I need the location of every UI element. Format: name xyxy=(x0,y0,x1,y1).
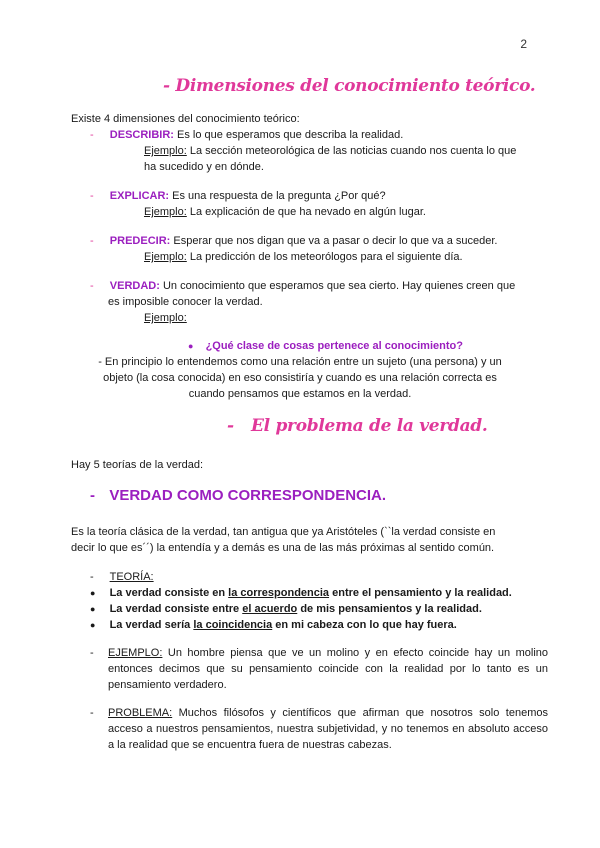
item-describir xyxy=(90,127,403,143)
teoria-bullet-1 xyxy=(90,585,512,601)
predecir-text: Esperar que nos digan que va a pasar o decir lo que va a suceder. xyxy=(173,235,498,247)
intro-text: Existe 4 dimensiones del conocimiento teórico: xyxy=(71,113,300,125)
question-bullet: ● xyxy=(188,341,194,351)
para-line-1: Es la teoría clásica de la verdad, tan antigua que ya Aristóteles (``la verdad consiste en xyxy=(71,526,496,538)
bullet-text: La verdad consiste entre xyxy=(109,603,243,615)
bullet-underlined: la correspondencia xyxy=(228,587,330,599)
example-label: Ejemplo: xyxy=(144,145,187,157)
bullet-text: entre el pensamiento y la realidad. xyxy=(329,587,512,599)
answer-line-2: objeto (la cosa conocida) en eso consistiría y cuando es una relación correcta es xyxy=(103,372,497,384)
problema-label: PROBLEMA: xyxy=(108,707,173,719)
list-dash: - xyxy=(90,129,94,141)
title-dash: - xyxy=(227,416,234,436)
term-verdad: VERDAD: xyxy=(109,280,160,292)
ejemplo-text: Un hombre piensa que ve un molino y en efecto coincide hay un molino entonces decimos que su pensamiento coincide con la realidad por lo tanto es un pensamiento verdadero. xyxy=(108,647,548,691)
page-number: 2 xyxy=(520,37,527,51)
question-text: ¿Qué clase de cosas pertenece al conocimiento? xyxy=(205,340,463,352)
bullet-text: de mis pensamientos y la realidad. xyxy=(297,603,482,615)
explicar-text: Es una respuesta de la pregunta ¿Por qué? xyxy=(172,190,386,202)
list-dash: - xyxy=(90,280,94,292)
question-line xyxy=(188,338,463,354)
explicar-example xyxy=(144,204,426,220)
verdad-text: Un conocimiento que esperamos que sea cierto. Hay quienes creen que xyxy=(162,280,516,292)
heading-text: VERDAD COMO CORRESPONDENCIA. xyxy=(109,487,387,504)
ejemplo-paragraph xyxy=(108,645,548,693)
bullet-underlined: el acuerdo xyxy=(242,603,298,615)
bullet-dot: ● xyxy=(90,620,96,630)
theories-intro: Hay 5 teorías de la verdad: xyxy=(71,459,204,471)
term-predecir: PREDECIR: xyxy=(109,235,171,247)
term-describir: DESCRIBIR: xyxy=(109,129,174,141)
verdad-text-cont: es imposible conocer la verdad. xyxy=(108,296,263,308)
example-text: La explicación de que ha nevado en algún lugar. xyxy=(189,206,426,218)
bullet-text: La verdad sería xyxy=(109,619,194,631)
problema-text: Muchos filósofos y científicos que afirman que nosotros solo tenemos acceso a nuestros pensamientos, nuestra subjetividad, y no tenemos en absoluto acceso a la realidad que se encuentra fuera de nuestras cabezas. xyxy=(108,707,548,751)
example-text: La sección meteorológica de las noticias cuando nos cuenta lo que xyxy=(189,145,517,157)
bullet-underlined: la coincidencia xyxy=(193,619,273,631)
ejemplo-label: EJEMPLO: xyxy=(108,647,163,659)
answer-line-1: - En principio lo entendemos como una relación entre un sujeto (una persona) y un xyxy=(98,356,502,368)
describir-example xyxy=(144,143,516,159)
title-text: El problema de la verdad. xyxy=(251,416,488,436)
list-dash: - xyxy=(90,707,94,719)
heading-dash: - xyxy=(90,487,95,504)
bullet-dot: ● xyxy=(90,588,96,598)
list-dash: - xyxy=(90,190,94,202)
bullet-text: en mi cabeza con lo que hay fuera. xyxy=(272,619,457,631)
section-title-dimensiones xyxy=(163,76,535,96)
problema-paragraph xyxy=(108,705,548,753)
answer-line-3: cuando pensamos que estamos en la verdad. xyxy=(188,388,412,400)
bullet-dot: ● xyxy=(90,604,96,614)
section-title-verdad xyxy=(227,416,487,436)
title-text: Dimensiones del conocimiento teórico. xyxy=(175,76,536,96)
para-line-2: decir lo que es´´) la entendía y a demás es una de las más próximas al sentido común. xyxy=(71,542,495,554)
verdad-example-label: Ejemplo: xyxy=(144,312,187,324)
teoria-label-line xyxy=(90,569,154,585)
example-label: Ejemplo: xyxy=(144,206,187,218)
list-dash: - xyxy=(90,235,94,247)
item-verdad xyxy=(90,278,515,294)
list-dash: - xyxy=(90,571,94,583)
example-label: Ejemplo: xyxy=(144,251,187,263)
bullet-text: La verdad consiste en xyxy=(109,587,229,599)
list-dash: - xyxy=(90,647,94,659)
term-explicar: EXPLICAR: xyxy=(109,190,170,202)
item-predecir xyxy=(90,233,497,249)
describir-example-cont: ha sucedido y en dónde. xyxy=(144,161,264,173)
example-text: La predicción de los meteorólogos para el siguiente día. xyxy=(189,251,463,263)
teoria-label: TEORÍA: xyxy=(109,571,154,583)
title-dash: - xyxy=(163,76,170,96)
teoria-bullet-2 xyxy=(90,601,482,617)
heading-correspondencia xyxy=(90,487,386,504)
describir-text: Es lo que esperamos que describa la realidad. xyxy=(177,129,404,141)
teoria-bullet-3 xyxy=(90,617,457,633)
item-explicar xyxy=(90,188,386,204)
predecir-example xyxy=(144,249,463,265)
